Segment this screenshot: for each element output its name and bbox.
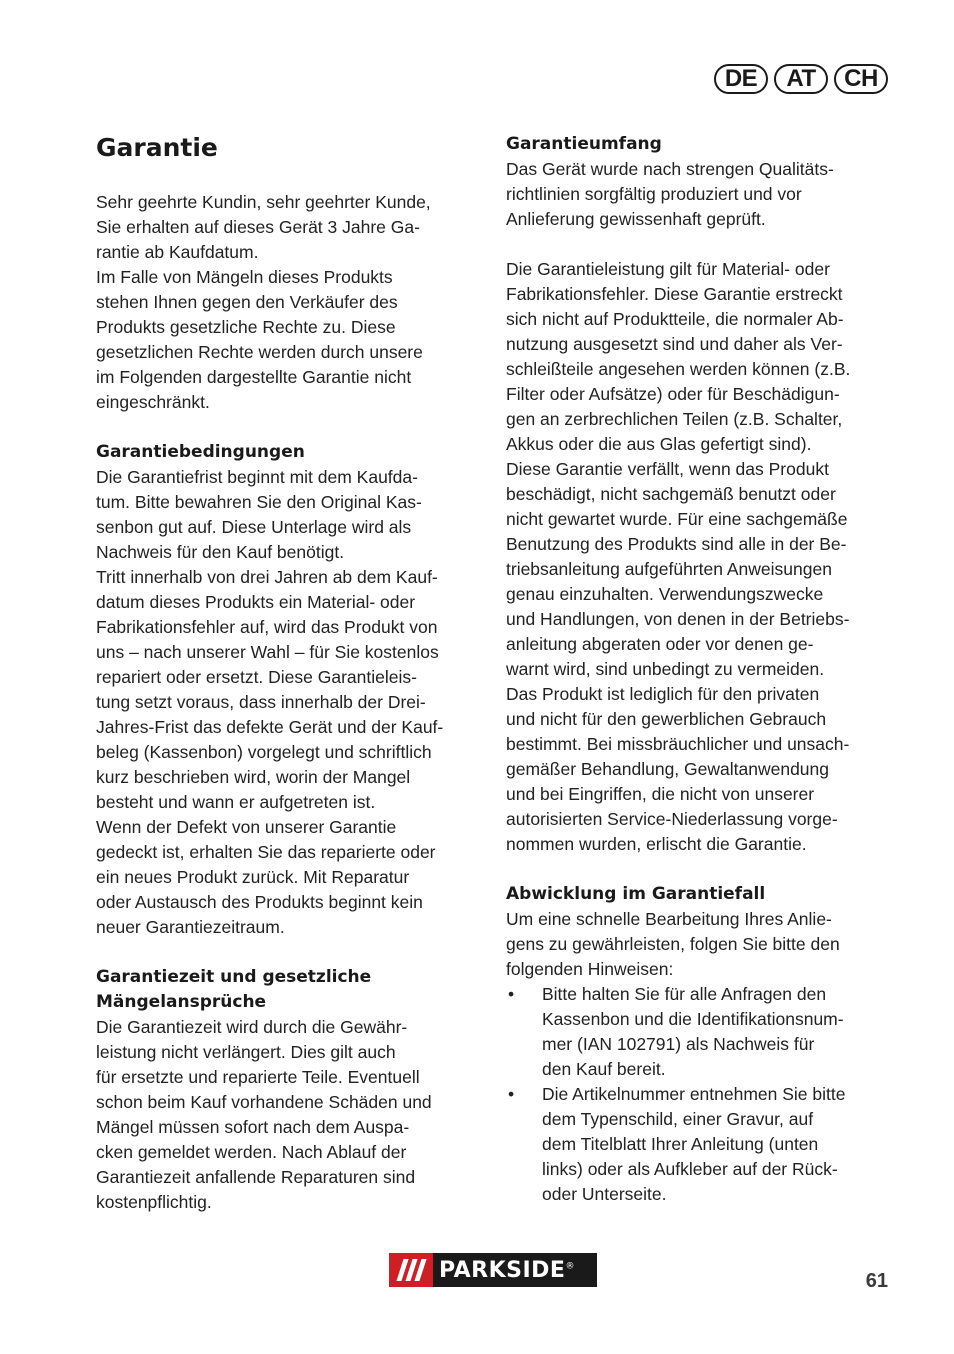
body-line: Diese Garantie verfällt, wenn das Produkt	[506, 459, 829, 479]
body-line: im Folgenden dargestellte Garantie nicht	[96, 367, 412, 387]
country-badge-de: DE	[714, 64, 768, 94]
body-line: kostenpflichtig.	[96, 1192, 212, 1212]
section	[506, 132, 898, 232]
body-line: Anlieferung gewissenhaft geprüft.	[506, 209, 766, 229]
body-line: datum dieses Produkts ein Material- oder	[96, 592, 416, 612]
body-line: nicht gewartet wurde. Für eine sachgemäße	[506, 509, 848, 529]
section	[96, 965, 488, 1215]
bullet-list	[506, 982, 898, 1207]
body-line: Filter oder Aufsätze) oder für Beschädigun-	[506, 384, 840, 404]
body-line: Nachweis für den Kauf benötigt.	[96, 542, 345, 562]
country-badge-at: AT	[774, 64, 828, 94]
list-item-line: Bitte halten Sie für alle Anfragen den	[542, 984, 827, 1004]
section	[96, 440, 488, 940]
body-line: stehen Ihnen gegen den Verkäufer des	[96, 292, 398, 312]
body-line: Benutzung des Produkts sind alle in der Be-	[506, 534, 847, 554]
body-line: gedeckt ist, erhalten Sie das reparierte oder	[96, 842, 436, 862]
body-line: oder Austausch des Produkts beginnt kein	[96, 892, 423, 912]
page-title: Garantie	[96, 133, 218, 162]
body-line: und Handlungen, von denen in der Betriebs-	[506, 609, 850, 629]
body-line: beschädigt, nicht sachgemäß benutzt oder	[506, 484, 836, 504]
intro-paragraph	[96, 190, 488, 415]
list-item-line: oder Unterseite.	[542, 1184, 667, 1204]
logo-stripes-icon	[389, 1253, 433, 1287]
bullet-icon: •	[508, 1084, 515, 1104]
body-line: gemäßer Behandlung, Gewaltanwendung	[506, 759, 829, 779]
body-line: schon beim Kauf vorhandene Schäden und	[96, 1092, 432, 1112]
body-line: neuer Garantiezeitraum.	[96, 917, 285, 937]
body-line: bestimmt. Bei missbräuchlicher und unsach-	[506, 734, 850, 754]
body-line: leistung nicht verlängert. Dies gilt auch	[96, 1042, 396, 1062]
body-line: uns – nach unserer Wahl – für Sie kostenlos	[96, 642, 439, 662]
body-line: Die Garantieleistung gilt für Material- oder	[506, 259, 830, 279]
section-heading: Garantiezeit und gesetzliche	[96, 967, 372, 987]
body-line: Die Garantiefrist beginnt mit dem Kaufda-	[96, 467, 418, 487]
list-item-line: dem Titelblatt Ihrer Anleitung (unten	[542, 1134, 819, 1154]
section-heading: Garantiebedingungen	[96, 442, 305, 462]
body-line: ein neues Produkt zurück. Mit Reparatur	[96, 867, 410, 887]
body-line: Um eine schnelle Bearbeitung Ihres Anlie-	[506, 909, 832, 929]
body-line: cken gemeldet werden. Nach Ablauf der	[96, 1142, 407, 1162]
body-line: senbon gut auf. Diese Unterlage wird als	[96, 517, 412, 537]
right-sections	[506, 132, 898, 1207]
section	[506, 882, 898, 1207]
section-heading: Mängelansprüche	[96, 992, 267, 1012]
body-line: folgenden Hinweisen:	[506, 959, 674, 979]
body-line: Sie erhalten auf dieses Gerät 3 Jahre Ga-	[96, 217, 420, 237]
left-column	[96, 132, 488, 1240]
list-item	[506, 1082, 898, 1207]
country-badges	[714, 64, 888, 94]
body-line: autorisierten Service-Niederlassung vorge-	[506, 809, 838, 829]
body-line: besteht und wann er aufgetreten ist.	[96, 792, 376, 812]
list-item	[506, 982, 898, 1082]
body-line: rantie ab Kaufdatum.	[96, 242, 259, 262]
body-line: anleitung abgeraten oder vor denen ge-	[506, 634, 814, 654]
list-item-line: links) oder als Aufkleber auf der Rück-	[542, 1159, 838, 1179]
logo-text: PARKSIDE®	[439, 1257, 575, 1283]
body-line: genau einzuhalten. Verwendungszwecke	[506, 584, 824, 604]
body-line: nommen wurden, erlischt die Garantie.	[506, 834, 807, 854]
body-line: Wenn der Defekt von unserer Garantie	[96, 817, 397, 837]
list-item-line: den Kauf bereit.	[542, 1059, 666, 1079]
parkside-logo	[389, 1253, 597, 1287]
page-number: 61	[865, 1270, 888, 1292]
country-badge-ch: CH	[834, 64, 888, 94]
body-line: für ersetzte und reparierte Teile. Eventuell	[96, 1067, 420, 1087]
body-line: Fabrikationsfehler. Diese Garantie erstreckt	[506, 284, 843, 304]
body-line: nutzung ausgesetzt sind und daher als Ver-	[506, 334, 843, 354]
body-line: schleißteile angesehen werden können (z.B.	[506, 359, 851, 379]
section-heading: Abwicklung im Garantiefall	[506, 884, 766, 904]
bullet-icon: •	[508, 984, 515, 1004]
body-line: triebsanleitung aufgeführten Anweisungen	[506, 559, 832, 579]
body-line: sich nicht auf Produktteile, die normaler Ab-	[506, 309, 844, 329]
list-item-line: Die Artikelnummer entnehmen Sie bitte	[542, 1084, 846, 1104]
body-line: Garantiezeit anfallende Reparaturen sind	[96, 1167, 416, 1187]
body-line: und nicht für den gewerblichen Gebrauch	[506, 709, 827, 729]
left-sections	[96, 440, 488, 1215]
body-line: Produkts gesetzliche Rechte zu. Diese	[96, 317, 396, 337]
body-line: Tritt innerhalb von drei Jahren ab dem Kauf-	[96, 567, 438, 587]
body-line: Das Produkt ist lediglich für den privaten	[506, 684, 820, 704]
right-column	[506, 132, 898, 1232]
body-line: gesetzlichen Rechte werden durch unsere	[96, 342, 423, 362]
list-item-line: dem Typenschild, einer Gravur, auf	[542, 1109, 814, 1129]
body-line: Das Gerät wurde nach strengen Qualitäts-	[506, 159, 834, 179]
body-line: repariert oder ersetzt. Diese Garantieleis-	[96, 667, 417, 687]
list-item-line: Kassenbon und die Identifikationsnum-	[542, 1009, 844, 1029]
body-line: eingeschränkt.	[96, 392, 210, 412]
body-line: Mängel müssen sofort nach dem Auspa-	[96, 1117, 410, 1137]
body-line: richtlinien sorgfältig produziert und vor	[506, 184, 802, 204]
body-line: kurz beschrieben wird, worin der Mangel	[96, 767, 411, 787]
body-line: Im Falle von Mängeln dieses Produkts	[96, 267, 393, 287]
list-item-line: mer (IAN 102791) als Nachweis für	[542, 1034, 815, 1054]
body-line: gens zu gewährleisten, folgen Sie bitte den	[506, 934, 840, 954]
body-line: Jahres-Frist das defekte Gerät und der Kauf-	[96, 717, 444, 737]
body-line: und bei Eingriffen, die nicht von unserer	[506, 784, 815, 804]
section-heading: Garantieumfang	[506, 134, 662, 154]
body-line: Die Garantiezeit wird durch die Gewähr-	[96, 1017, 408, 1037]
body-line: warnt wird, sind unbedingt zu vermeiden.	[506, 659, 825, 679]
body-line: Sehr geehrte Kundin, sehr geehrter Kunde,	[96, 192, 431, 212]
body-line: gen an zerbrechlichen Teilen (z.B. Schalter,	[506, 409, 843, 429]
section	[506, 257, 898, 857]
body-line: tung setzt voraus, dass innerhalb der Drei-	[96, 692, 426, 712]
body-line: Fabrikationsfehler auf, wird das Produkt von	[96, 617, 438, 637]
body-line: Akkus oder die aus Glas gefertigt sind).	[506, 434, 812, 454]
body-line: beleg (Kassenbon) vorgelegt und schriftlich	[96, 742, 432, 762]
body-line: tum. Bitte bewahren Sie den Original Kas-	[96, 492, 422, 512]
